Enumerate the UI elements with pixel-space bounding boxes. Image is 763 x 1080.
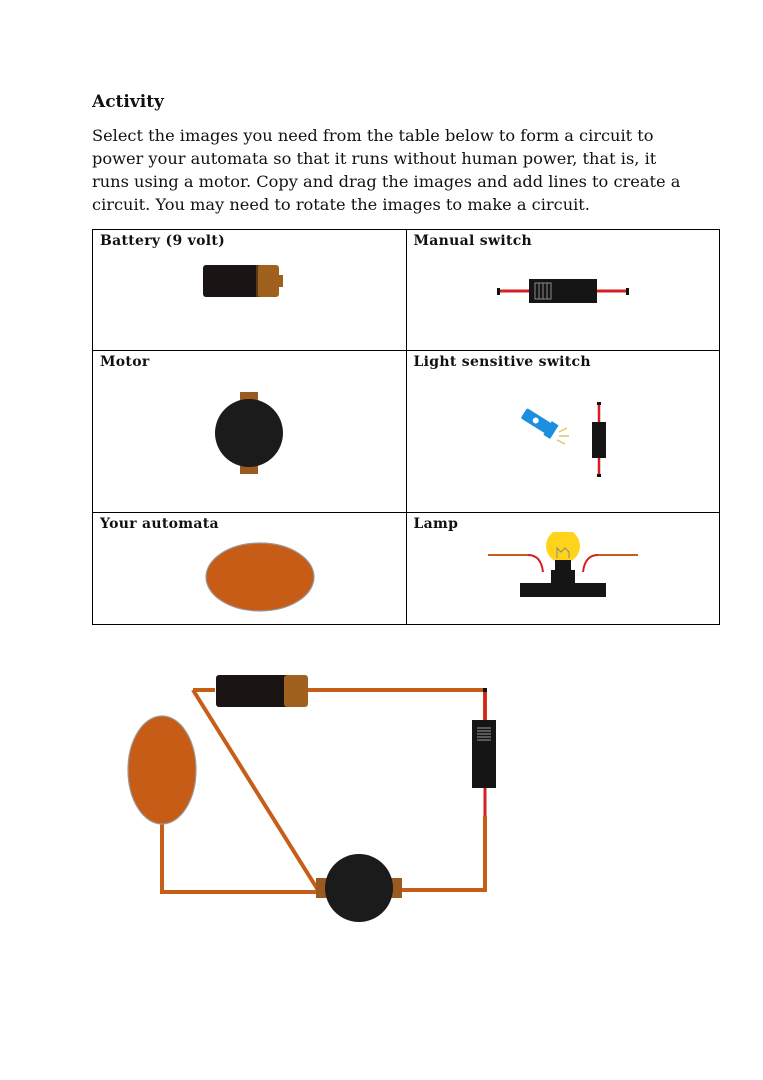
- lamp-label: Lamp: [413, 516, 459, 532]
- activity-instructions: Select the images you need from the table below to form a circuit to power your automata so that it runs without human power, that is, it runs using a motor. Copy and drag the images and add lines to create a circuit. You may need to rotate the images to make a circuit.: [92, 126, 681, 214]
- lamp-cell: [406, 513, 720, 625]
- motor-cell: [93, 351, 407, 513]
- battery-cell: [93, 230, 407, 351]
- automata-cell: [93, 513, 407, 625]
- activity-heading: Activity: [92, 92, 164, 112]
- manual-switch-cell: [406, 230, 720, 351]
- light-sensitive-switch-icon[interactable]: [493, 370, 633, 490]
- circuit-automata[interactable]: [128, 716, 196, 824]
- circuit-wires: [162, 690, 485, 892]
- light-sensitive-switch-label: Light sensitive switch: [413, 354, 591, 370]
- motor-label: Motor: [100, 354, 150, 370]
- circuit-diagram: [100, 660, 520, 930]
- circuit-light-sensitive-switch[interactable]: [472, 688, 496, 816]
- automata-label: Your automata: [100, 516, 219, 532]
- circuit-motor[interactable]: [316, 854, 402, 922]
- manual-switch-icon[interactable]: [493, 249, 633, 309]
- lamp-icon[interactable]: [483, 532, 643, 612]
- manual-switch-label: Manual switch: [413, 233, 533, 249]
- automata-icon[interactable]: [179, 532, 319, 612]
- circuit-battery[interactable]: [216, 675, 308, 707]
- battery-label: Battery (9 volt): [100, 233, 226, 249]
- components-table: [92, 229, 720, 625]
- motor-icon[interactable]: [189, 370, 309, 480]
- battery-icon[interactable]: [189, 249, 309, 309]
- light-sensitive-switch-cell: [406, 351, 720, 513]
